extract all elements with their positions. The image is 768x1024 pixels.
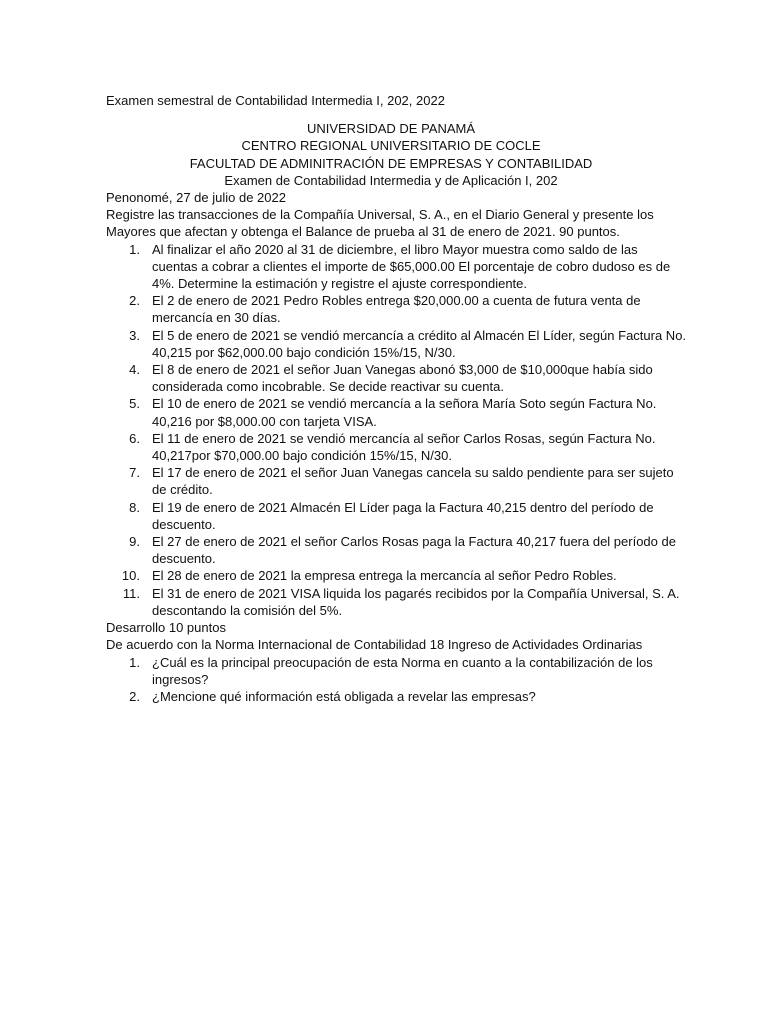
item-text-line: El 11 de enero de 2021 se vendió mercancía al señor Carlos Rosas, según Factura No. xyxy=(152,430,656,446)
item-text-line: 40,215 por $62,000.00 bajo condición 15%/15, N/30. xyxy=(152,344,456,360)
item-number: 11. xyxy=(122,585,140,601)
list-item xyxy=(106,688,676,705)
item-text-line: descuento. xyxy=(152,551,216,567)
list-item xyxy=(106,361,676,395)
transaction-list xyxy=(106,241,687,619)
instructions-line: Registre las transacciones de la Compañía Universal, S. A., en el Diario General y presente los xyxy=(106,207,654,223)
place-date: Penonomé, 27 de julio de 2022 xyxy=(106,190,286,206)
question-list xyxy=(106,654,676,706)
item-number: 4. xyxy=(129,362,140,378)
item-text-line: descontando la comisión del 5%. xyxy=(152,602,343,618)
item-text-line: 40,216 por $8,000.00 con tarjeta VISA. xyxy=(152,413,377,429)
exam-subtitle: Examen de Contabilidad Intermedia y de Aplicación I, 202 xyxy=(224,172,558,188)
item-text-line: El 2 de enero de 2021 Pedro Robles entrega $20,000.00 a cuenta de futura venta de xyxy=(152,293,641,309)
development-heading: Desarrollo 10 puntos xyxy=(106,620,226,636)
list-item xyxy=(106,430,676,464)
item-text-line: El 28 de enero de 2021 la empresa entrega la mercancía al señor Pedro Robles. xyxy=(152,568,617,584)
item-number: 1. xyxy=(129,654,140,670)
item-number: 8. xyxy=(129,499,140,515)
item-text-line: considerada como incobrable. Se decide reactivar su cuenta. xyxy=(152,379,504,395)
list-item xyxy=(106,654,676,688)
item-text-line: El 27 de enero de 2021 el señor Carlos Rosas paga la Factura 40,217 fuera del período de xyxy=(152,534,676,550)
item-text-line: El 17 de enero de 2021 el señor Juan Vanegas cancela su saldo pendiente para ser sujeto xyxy=(152,465,674,481)
list-item xyxy=(106,327,687,361)
instructions-line: Mayores que afectan y obtenga el Balance de prueba al 31 de enero de 2021. 90 puntos. xyxy=(106,224,620,240)
exam-document xyxy=(106,92,687,705)
list-item xyxy=(106,533,676,567)
item-number: 2. xyxy=(129,293,140,309)
item-text-line: Al finalizar el año 2020 al 31 de diciembre, el libro Mayor muestra como saldo de las xyxy=(152,241,638,257)
item-text-line: ingresos? xyxy=(152,671,209,687)
exam-title: Examen semestral de Contabilidad Intermedia I, 202, 2022 xyxy=(106,93,445,108)
item-text-line: El 10 de enero de 2021 se vendió mercancía a la señora María Soto según Factura No. xyxy=(152,396,657,412)
list-item xyxy=(106,292,676,326)
item-number: 6. xyxy=(129,430,140,446)
list-item xyxy=(106,499,676,533)
item-number: 5. xyxy=(129,396,140,412)
list-item xyxy=(106,567,676,584)
faculty-name: FACULTAD DE ADMINITRACIÓN DE EMPRESAS Y CONTABILIDAD xyxy=(189,155,593,171)
item-number: 1. xyxy=(129,241,140,257)
item-text-line: descuento. xyxy=(152,516,216,532)
item-number: 9. xyxy=(129,534,140,550)
item-text-line: 40,217por $70,000.00 bajo condición 15%/15, N/30. xyxy=(152,448,452,464)
university-name: UNIVERSIDAD DE PANAMÁ xyxy=(306,121,476,137)
list-item xyxy=(106,464,676,498)
item-text-line: de crédito. xyxy=(152,482,213,498)
item-text-line: mercancía en 30 días. xyxy=(152,310,281,326)
item-text-line: El 31 de enero de 2021 VISA liquida los pagarés recibidos por la Compañía Universal, S. A. xyxy=(152,585,680,601)
list-item xyxy=(106,395,676,429)
item-text-line: El 5 de enero de 2021 se vendió mercancía a crédito al Almacén El Líder, según Factura No. xyxy=(152,327,687,343)
regional-center-name: CENTRO REGIONAL UNIVERSITARIO DE COCLE xyxy=(241,138,541,154)
item-text-line: 4%. Determine la estimación y registre el ajuste correspondiente. xyxy=(152,276,528,292)
item-text-line: ¿Mencione qué información está obligada a revelar las empresas? xyxy=(152,688,536,704)
institution-header xyxy=(106,120,676,189)
item-number: 3. xyxy=(129,327,140,343)
item-text-line: ¿Cuál es la principal preocupación de esta Norma en cuanto a la contabilización de los xyxy=(152,654,653,670)
item-text-line: cuentas a cobrar a clientes el importe de $65,000.00 El porcentaje de cobro dudoso es de xyxy=(152,258,671,274)
item-number: 10. xyxy=(121,568,140,584)
instructions xyxy=(106,206,676,240)
item-text-line: El 8 de enero de 2021 el señor Juan Vanegas abonó $3,000 de $10,000que había sido xyxy=(152,362,653,378)
development-intro: De acuerdo con la Norma Internacional de Contabilidad 18 Ingreso de Actividades Ordinarias xyxy=(106,637,643,653)
list-item xyxy=(106,585,680,619)
item-number: 2. xyxy=(129,688,140,704)
item-text-line: El 19 de enero de 2021 Almacén El Líder paga la Factura 40,215 dentro del período de xyxy=(152,499,654,515)
item-number: 7. xyxy=(129,465,140,481)
list-item xyxy=(106,241,676,293)
